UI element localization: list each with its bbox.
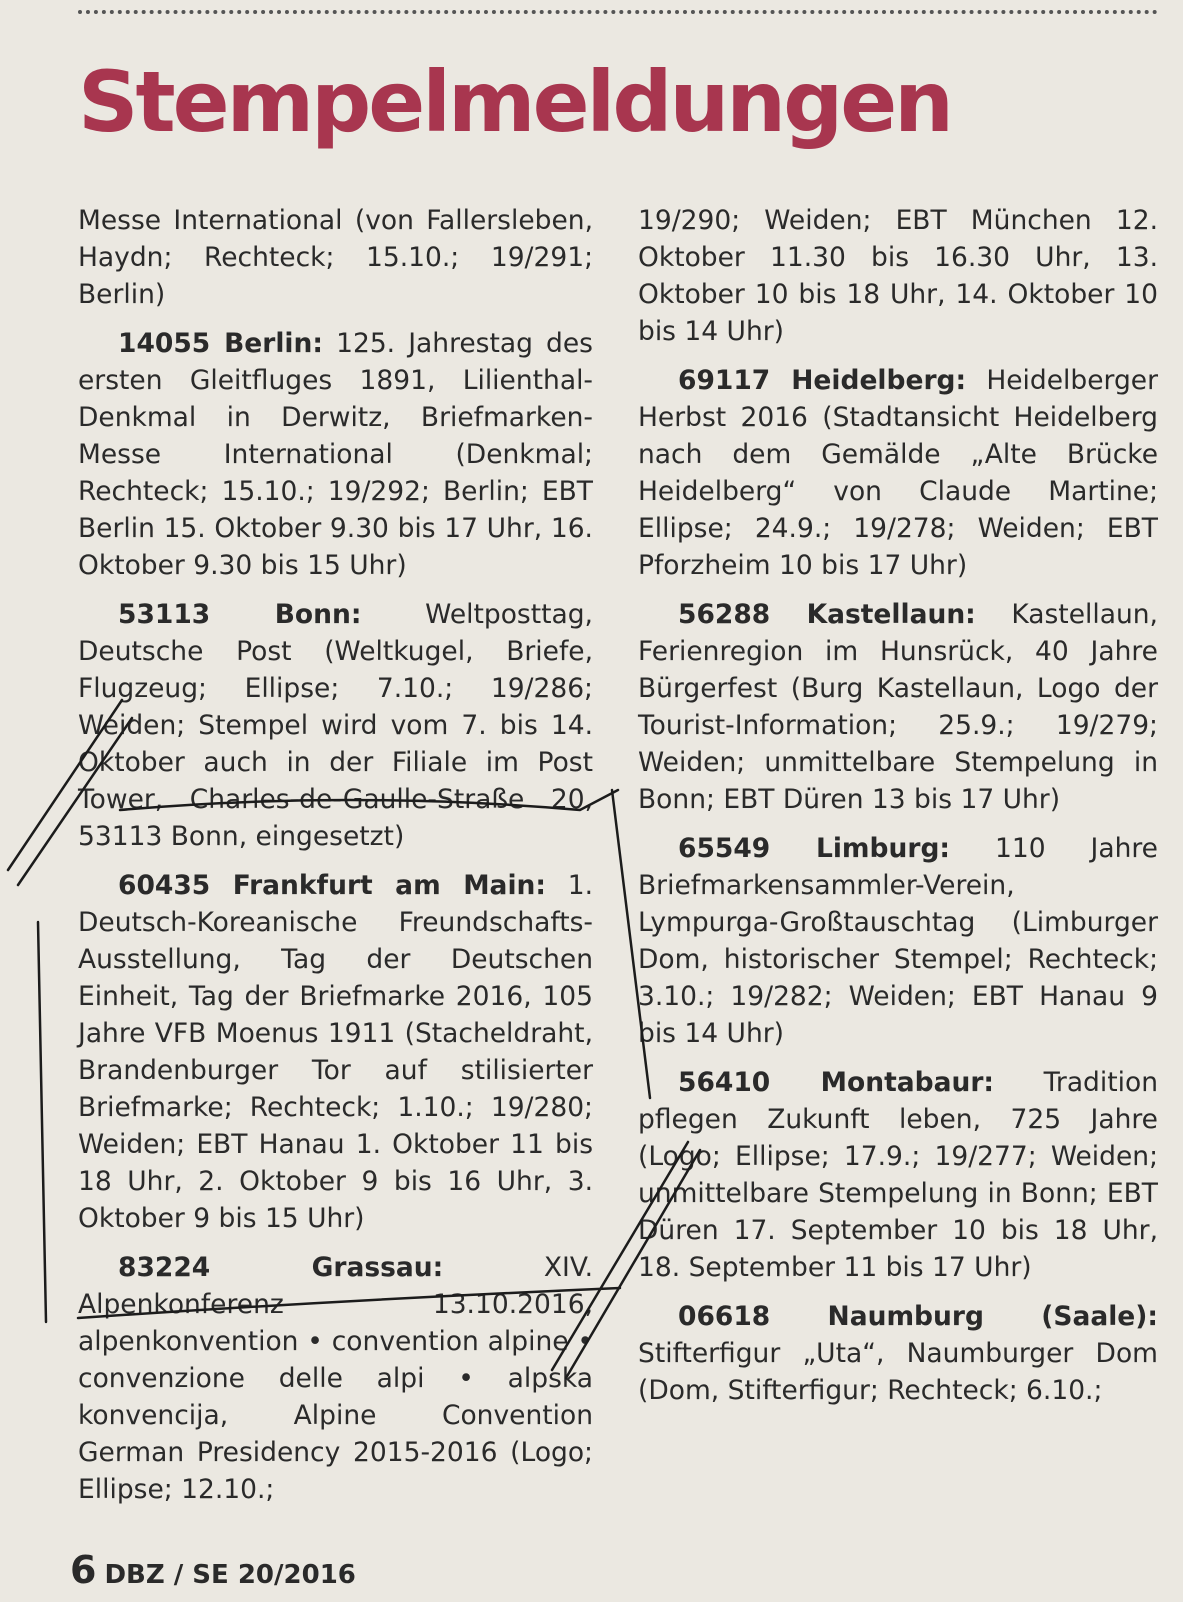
entry — [78, 596, 593, 855]
entry — [78, 1249, 593, 1508]
entry-place: 83224 Grassau: — [118, 1252, 444, 1283]
left-column — [78, 202, 593, 1520]
entry-text: Messe International (von Fallersleben, Haydn; Rechteck; 15.10.; 19/291; Berlin) — [78, 205, 593, 310]
entry-text: Tradition pflegen Zukunft leben, 725 Jahre (Logo; Ellipse; 17.9.; 19/277; Weiden; unmittelbare Stempelung in Bonn; EBT Düren 17. September 10 bis 18 Uhr, 18. September 11 bis 17 Uhr) — [638, 1067, 1158, 1283]
entry — [638, 362, 1158, 584]
page-number: 6 — [70, 1548, 97, 1592]
entry-place: 65549 Limburg: — [678, 833, 951, 864]
entry — [638, 202, 1158, 350]
publication-issue: DBZ / SE 20/2016 — [104, 1560, 356, 1590]
entry-place: 14055 Berlin: — [118, 328, 323, 359]
entry-text: Kastellaun, Ferienregion im Hunsrück, 40 Jahre Bürgerfest (Burg Kastellaun, Logo der Tourist-Information; 25.9.; 19/279; Weiden; unmittelbare Stempelung in Bonn; EBT Düren 13 bis 17 Uhr) — [638, 599, 1158, 815]
page-heading: Stempelmeldungen — [78, 53, 951, 151]
entry-place: 53113 Bonn: — [118, 599, 362, 630]
entry-text: 110 Jahre Briefmarkensammler-Verein, Lympurga-Großtauschtag (Limburger Dom, historischer Stempel; Rechteck; 3.10.; 19/282; Weiden; EBT Hanau 9 bis 14 Uhr) — [638, 833, 1158, 1049]
entry-text: 125. Jahrestag des ersten Gleitfluges 1891, Lilienthal-Denkmal in Derwitz, Briefmarken-Messe International (Denkmal; Rechteck; 15.10.; 19/292; Berlin; EBT Berlin 15. Oktober 9.30 bis 17 Uhr, 16. Oktober 9.30 bis 15 Uhr) — [78, 328, 593, 581]
entry-place: 06618 Naumburg (Saale): — [678, 1301, 1158, 1332]
pen-stroke — [38, 922, 46, 1322]
entry-text: 1. Deutsch-Koreanische Freundschafts-Ausstellung, Tag der Deutschen Einheit, Tag der Briefmarke 2016, 105 Jahre VFB Moenus 1911 (Stacheldraht, Brandenburger Tor auf stilisierter Briefmarke; Rechteck; 1.10.; 19/280; Weiden; EBT Hanau 1. Oktober 11 bis 18 Uhr, 2. Oktober 9 bis 16 Uhr, 3. Oktober 9 bis 15 Uhr) — [78, 870, 593, 1234]
entry-place: 56288 Kastellaun: — [678, 599, 976, 630]
entry — [78, 867, 593, 1237]
entry-text: 19/290; Weiden; EBT München 12. Oktober 11.30 bis 16.30 Uhr, 13. Oktober 10 bis 18 Uhr, 14. Oktober 10 bis 14 Uhr) — [638, 205, 1158, 347]
page-footer — [70, 1548, 356, 1592]
top-dotted-rule — [78, 10, 1158, 14]
entry — [638, 1064, 1158, 1286]
entry — [78, 325, 593, 584]
entry-place: 60435 Frankfurt am Main: — [118, 870, 546, 901]
right-column — [638, 202, 1158, 1421]
entry-text: Weltposttag, Deutsche Post (Weltkugel, Briefe, Flugzeug; Ellipse; 7.10.; 19/286; Weiden; Stempel wird vom 7. bis 14. Oktober auch in der Filiale im Post Tower, Charles-de-Gaulle-Straße 20, 53113 Bonn, eingesetzt) — [78, 599, 593, 852]
entry — [638, 1298, 1158, 1409]
entry-place: 56410 Montabaur: — [678, 1067, 994, 1098]
entry-text: XIV. Alpenkonferenz 13.10.2016, alpenkonvention • convention alpine • convenzione delle alpi • alpska konvencija, Alpine Convention German Presidency 2015-2016 (Logo; Ellipse; 12.10.; — [78, 1252, 594, 1505]
entry — [638, 830, 1158, 1052]
entry-place: 69117 Heidelberg: — [678, 365, 967, 396]
entry — [638, 596, 1158, 818]
entry-text: Heidelberger Herbst 2016 (Stadtansicht Heidelberg nach dem Gemälde „Alte Brücke Heidelberg“ von Claude Martine; Ellipse; 24.9.; 19/278; Weiden; EBT Pforzheim 10 bis 17 Uhr) — [638, 365, 1158, 581]
entry — [78, 202, 593, 313]
entry-text: Stifterfigur „Uta“, Naumburger Dom (Dom, Stifterfigur; Rechteck; 6.10.; — [638, 1338, 1158, 1406]
